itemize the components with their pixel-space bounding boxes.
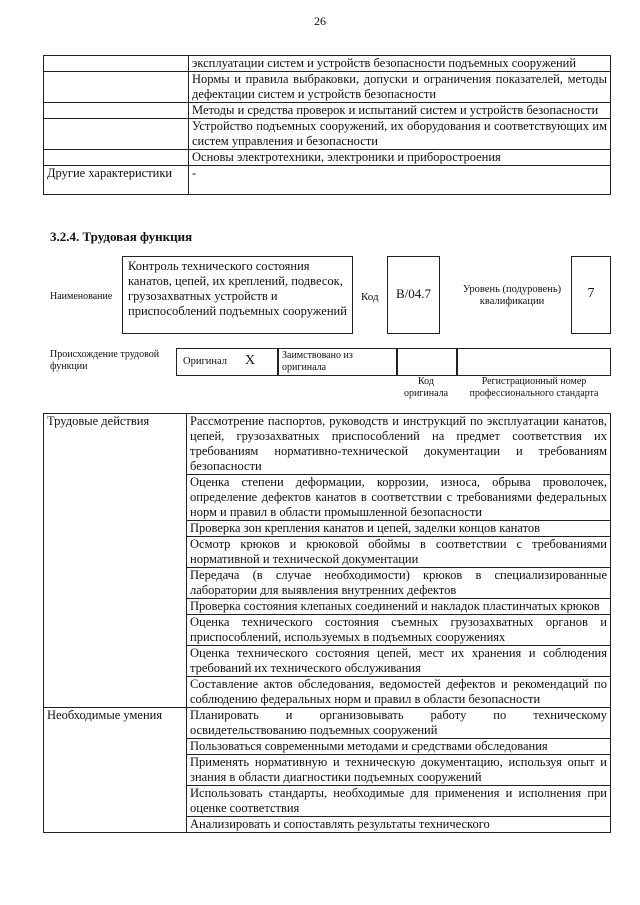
knowledge-cell: Основы электротехники, электроники и приборостроения [189,150,611,166]
level-value: 7 [587,286,595,301]
labor-actions-label: Трудовые действия [44,414,187,708]
name-label: Наименование [50,291,113,302]
table-row [44,150,611,166]
origin-reg-box [456,348,611,376]
knowledge-cell: Устройство подъемных сооружений, их оборудования и соответствующих им систем управления и безопасности [189,119,611,150]
code-label: Код [361,291,379,303]
code-value: В/04.7 [395,286,432,301]
knowledge-cell: эксплуатации систем и устройств безопасности подъемных сооружений [189,56,611,72]
knowledge-cell: Нормы и правила выбраковки, допуски и ограничения показателей, методы дефектации систем и устройств безопасности [189,72,611,103]
skill-cell: Применять нормативную и техническую документацию, используя опыт и знания в области диагностики подъемных сооружений [187,755,611,786]
labor-action-cell: Осмотр крюков и крюковой обоймы в соответствии с требованиями нормативной и технической документации [187,537,611,568]
labor-action-cell: Проверка состояния клепаных соединений и накладок пластинчатых крюков [187,599,611,615]
level-label: Уровень (подуровень) квалификации [462,284,562,307]
original-label: Оригинал [183,356,227,367]
table-row [44,414,611,475]
original-mark: X [245,353,256,368]
function-name: Контроль технического состояния канатов, цепей, их креплений, подвесок, грузозахватных устройств и приспособлений подъемных сооружений [128,259,347,318]
origin-original-box [176,348,279,376]
reg-number-label: Регистрационный номер профессионального стандарта [469,376,599,399]
table-row [44,103,611,119]
labor-action-cell: Составление актов обследования, ведомостей дефектов и рекомендаций по соблюдению федеральных норм и правил в области безопасности [187,677,611,708]
labor-function-table [43,413,611,833]
code-box [387,256,440,334]
skill-cell: Пользоваться современными методами и средствами обследования [187,739,611,755]
labor-action-cell: Оценка технического состояния съемных грузозахватных органов и приспособлений, используемых в подъемных сооружениях [187,615,611,646]
labor-action-cell: Оценка технического состояния цепей, мест их хранения и соблюдения требований их технического обслуживания [187,646,611,677]
origin-borrowed-box [277,348,398,376]
labor-action-cell: Передача (в случае необходимости) крюков в специализированные лаборатории для выявления внутренних дефектов [187,568,611,599]
borrowed-label: Заимствовано из оригинала [282,350,353,373]
table-row [44,119,611,150]
table-row [44,72,611,103]
page-number: 26 [314,14,326,28]
labor-action-cell: Рассмотрение паспортов, руководств и инструкций по эксплуатации канатов, цепей, грузозахватных приспособлений на предмет соответствия их требованиям нормативно-технической документации и требованиям безопасности [187,414,611,475]
labor-action-cell: Оценка степени деформации, коррозии, износа, обрыва проволочек, определение дефектов канатов в соответствии с требованиями федеральных норм и правил в области промышленной безопасности [187,475,611,521]
skill-cell: Анализировать и сопоставлять результаты технического [187,817,611,833]
section-heading: 3.2.4. Трудовая функция [50,229,193,244]
table-row [44,56,611,72]
skill-cell: Планировать и организовывать работу по техническому освидетельствованию подъемных сооружений [187,708,611,739]
knowledge-table-continued [43,55,611,195]
skill-cell: Использовать стандарты, необходимые для применения и исполнения при оценке соответствия [187,786,611,817]
table-row [44,166,611,195]
level-box [571,256,611,334]
labor-action-cell: Проверка зон крепления канатов и цепей, заделки концов канатов [187,521,611,537]
origin-label: Происхождение трудовой функции [50,349,160,372]
code-origin-label: Код оригинала [403,376,449,399]
function-name-box [122,256,353,334]
row-label-empty [44,56,189,72]
other-characteristics-label: Другие характеристики [44,166,189,195]
knowledge-cell: Методы и средства проверок и испытаний систем и устройств безопасности [189,103,611,119]
table-row [44,708,611,739]
other-characteristics-value: - [189,166,611,195]
origin-code-box [396,348,458,376]
skills-label: Необходимые умения [44,708,187,833]
